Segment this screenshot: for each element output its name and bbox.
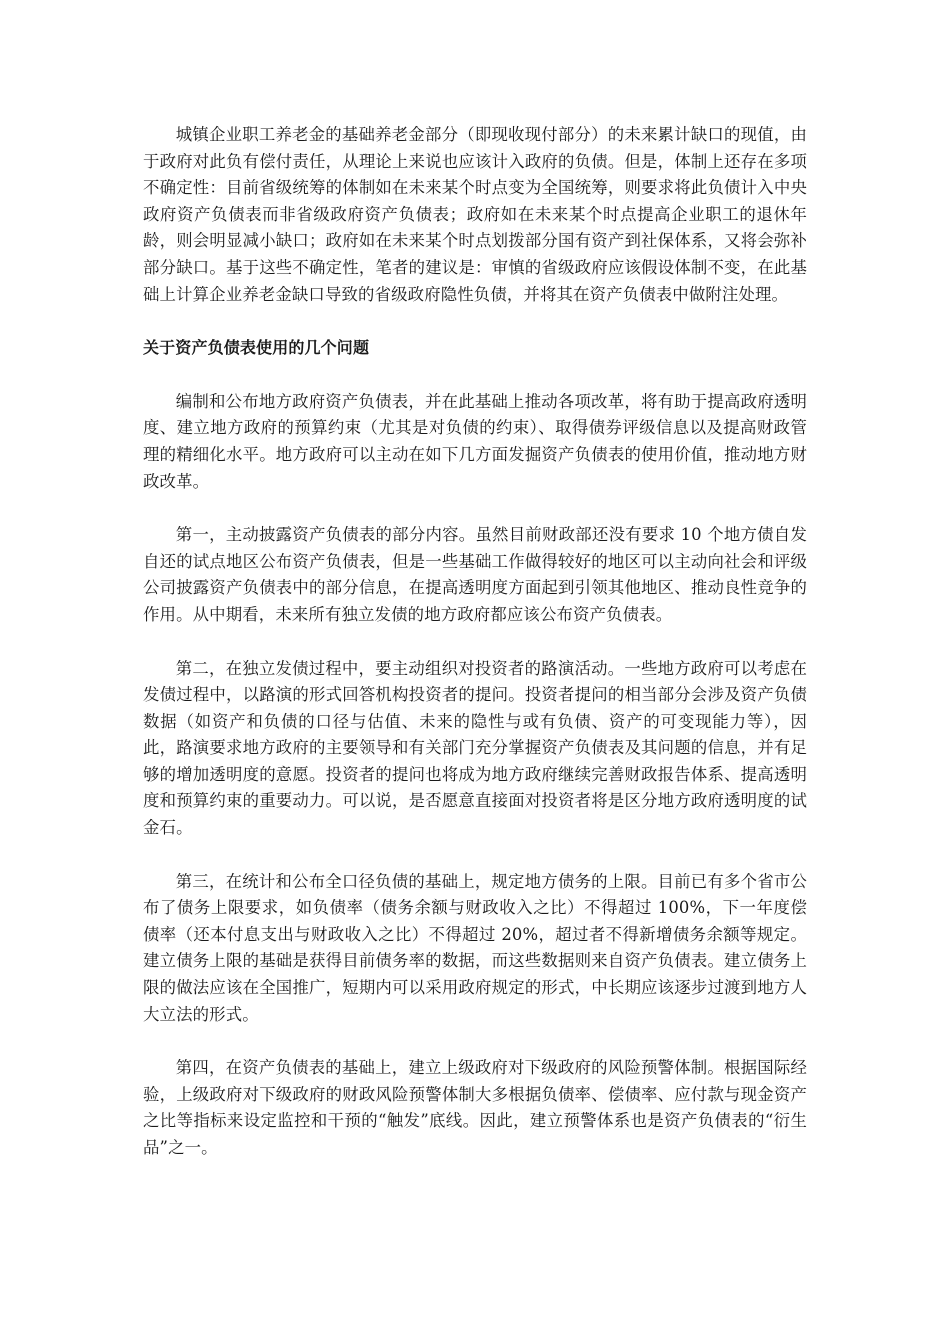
paragraph-pension-gap: 城镇企业职工养老金的基础养老金部分（即现收现付部分）的未来累计缺口的现值，由于政府对此负有偿付责任，从理论上来说也应该计入政府的负债。但是，体制上还存在多项不确定性：目前省级统筹的体制如在未来某个时点变为全国统筹，则要求将此负债计入中央政府资产负债表而非省级政府资产负债表；政府如在未来某个时点提高企业职工的退休年龄，则会明显减小缺口；政府如在未来某个时点划拨部分国有资产到社保体系，又将会弥补部分缺口。基于这些不确定性，笔者的建议是：审慎的省级政府应该假设体制不变，在此基础上计算企业养老金缺口导致的省级政府隐性负债，并将其在资产负债表中做附注处理。 bbox=[143, 125, 807, 304]
document-page bbox=[143, 122, 807, 1189]
paragraph-second-point: 第二，在独立发债过程中，要主动组织对投资者的路演活动。一些地方政府可以考虑在发债过程中，以路演的形式回答机构投资者的提问。投资者提问的相当部分会涉及资产负债数据（如资产和负债的口径与估值、未来的隐性与或有负债、资产的可变现能力等），因此，路演要求地方政府的主要领导和有关部门充分掌握资产负债表及其问题的信息，并有足够的增加透明度的意愿。投资者的提问也将成为地方政府继续完善财政报告体系、提高透明度和预算约束的重要动力。可以说，是否愿意直接面对投资者将是区分地方政府透明度的试金石。 bbox=[143, 658, 807, 838]
paragraph-intro: 编制和公布地方政府资产负债表，并在此基础上推动各项改革，将有助于提高政府透明度、建立地方政府的预算约束（尤其是对负债的约束）、取得债券评级信息以及提高财政管理的精细化水平。地方政府可以主动在如下几方面发掘资产负债表的使用价值，推动地方财政改革。 bbox=[143, 391, 807, 491]
paragraph-first-point: 第一，主动披露资产负债表的部分内容。虽然目前财政部还没有要求 10 个地方债自发自还的试点地区公布资产负债表，但是一些基础工作做得较好的地区可以主动向社会和评级公司披露资产负债表中的部分信息，在提高透明度方面起到引领其他地区、推动良性竞争的作用。从中期看，未来所有独立发债的地方政府都应该公布资产负债表。 bbox=[143, 525, 807, 624]
paragraph-fourth-point: 第四，在资产负债表的基础上，建立上级政府对下级政府的风险预警体制。根据国际经验，上级政府对下级政府的财政风险预警体制大多根据负债率、偿债率、应付款与现金资产之比等指标来设定监控和干预的“触发”底线。因此，建立预警体系也是资产负债表的“衍生品”之一。 bbox=[143, 1058, 807, 1157]
section-heading: 关于资产负债表使用的几个问题 bbox=[143, 338, 370, 358]
paragraph-third-point: 第三，在统计和公布全口径负债的基础上，规定地方债务的上限。目前已有多个省市公布了债务上限要求，如负债率（债务余额与财政收入之比）不得超过 100%，下一年度偿债率（还本付息支出与财政收入之比）不得超过 20%，超过者不得新增债务余额等规定。建立债务上限的基础是获得目前债务率的数据，而这些数据则来自资产负债表。建立债务上限的做法应该在全国推广，短期内可以采用政府规定的形式，中长期应该逐步过渡到地方人大立法的形式。 bbox=[143, 871, 807, 1024]
